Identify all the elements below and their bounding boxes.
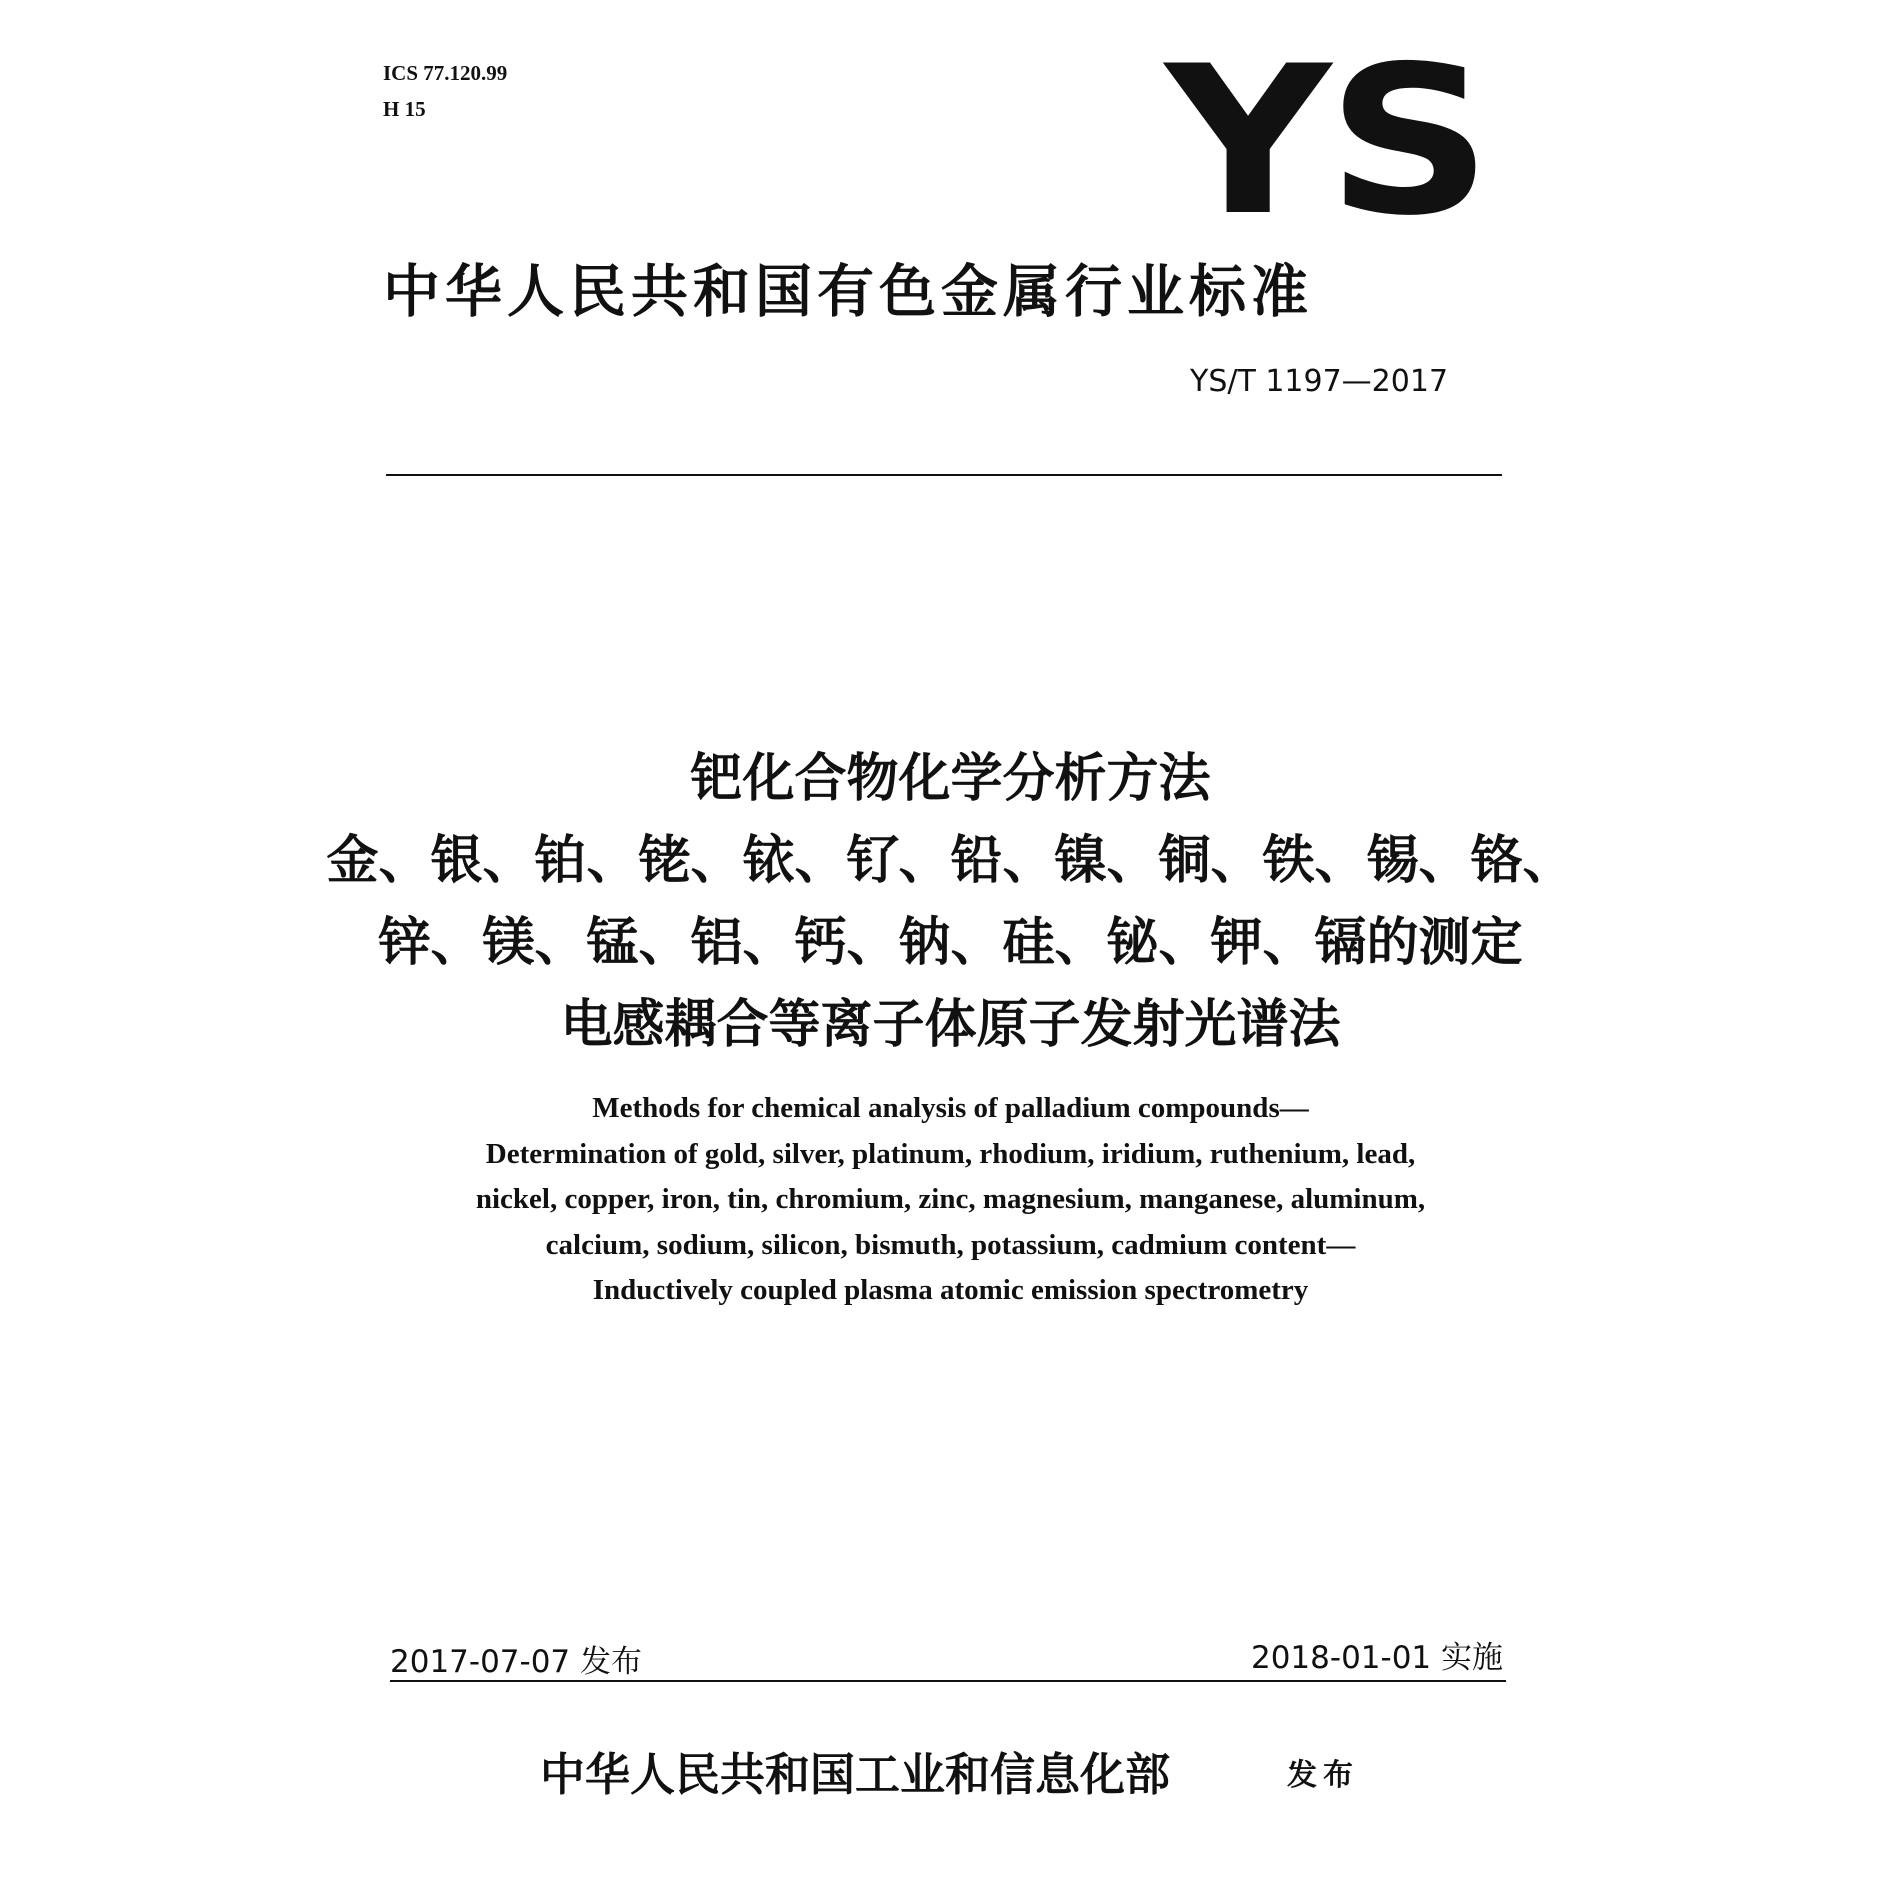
chinese-title-line: 金、银、铂、铑、铱、钌、铅、镍、铜、铁、锡、铬、 (326, 831, 1575, 891)
chinese-title-line: 电感耦合等离子体原子发射光谱法 (560, 995, 1341, 1055)
standard-organization: 中华人民共和国有色金属行业标准 (383, 261, 1313, 324)
chinese-title-line: 钯化合物化学分析方法 (690, 749, 1211, 809)
ys-logo: YS (1165, 23, 1488, 261)
classification-codes (383, 55, 507, 127)
publish-label: 发布 (1287, 1759, 1359, 1792)
english-title-line: calcium, sodium, silicon, bismuth, potassium, cadmium content— (545, 1228, 1356, 1261)
chinese-title-line: 锌、镁、锰、铝、钙、钠、硅、铋、钾、镉的测定 (378, 913, 1523, 973)
chinese-title (0, 738, 1901, 1066)
english-title-line: Inductively coupled plasma atomic emission spectrometry (592, 1274, 1309, 1306)
ics-code: ICS 77.120.99 (383, 61, 508, 85)
standard-number: YS/T 1197—2017 (1190, 364, 1449, 399)
top-divider (386, 474, 1502, 476)
bottom-divider (390, 1680, 1506, 1682)
english-title-line: Determination of gold, silver, platinum, rhodium, iridium, ruthenium, lead, (485, 1137, 1416, 1170)
english-title-line: nickel, copper, iron, tin, chromium, zinc, magnesium, manganese, aluminum, (475, 1183, 1426, 1215)
issuing-ministry: 中华人民共和国工业和信息化部 (540, 1750, 1171, 1800)
issue-date: 2017-07-07 发布 (390, 1644, 643, 1680)
implementation-date: 2018-01-01 实施 (1250, 1640, 1503, 1676)
english-title-line: Methods for chemical analysis of palladium compounds— (592, 1092, 1309, 1124)
ccs-code: H 15 (383, 97, 426, 121)
english-title (0, 1086, 1901, 1314)
